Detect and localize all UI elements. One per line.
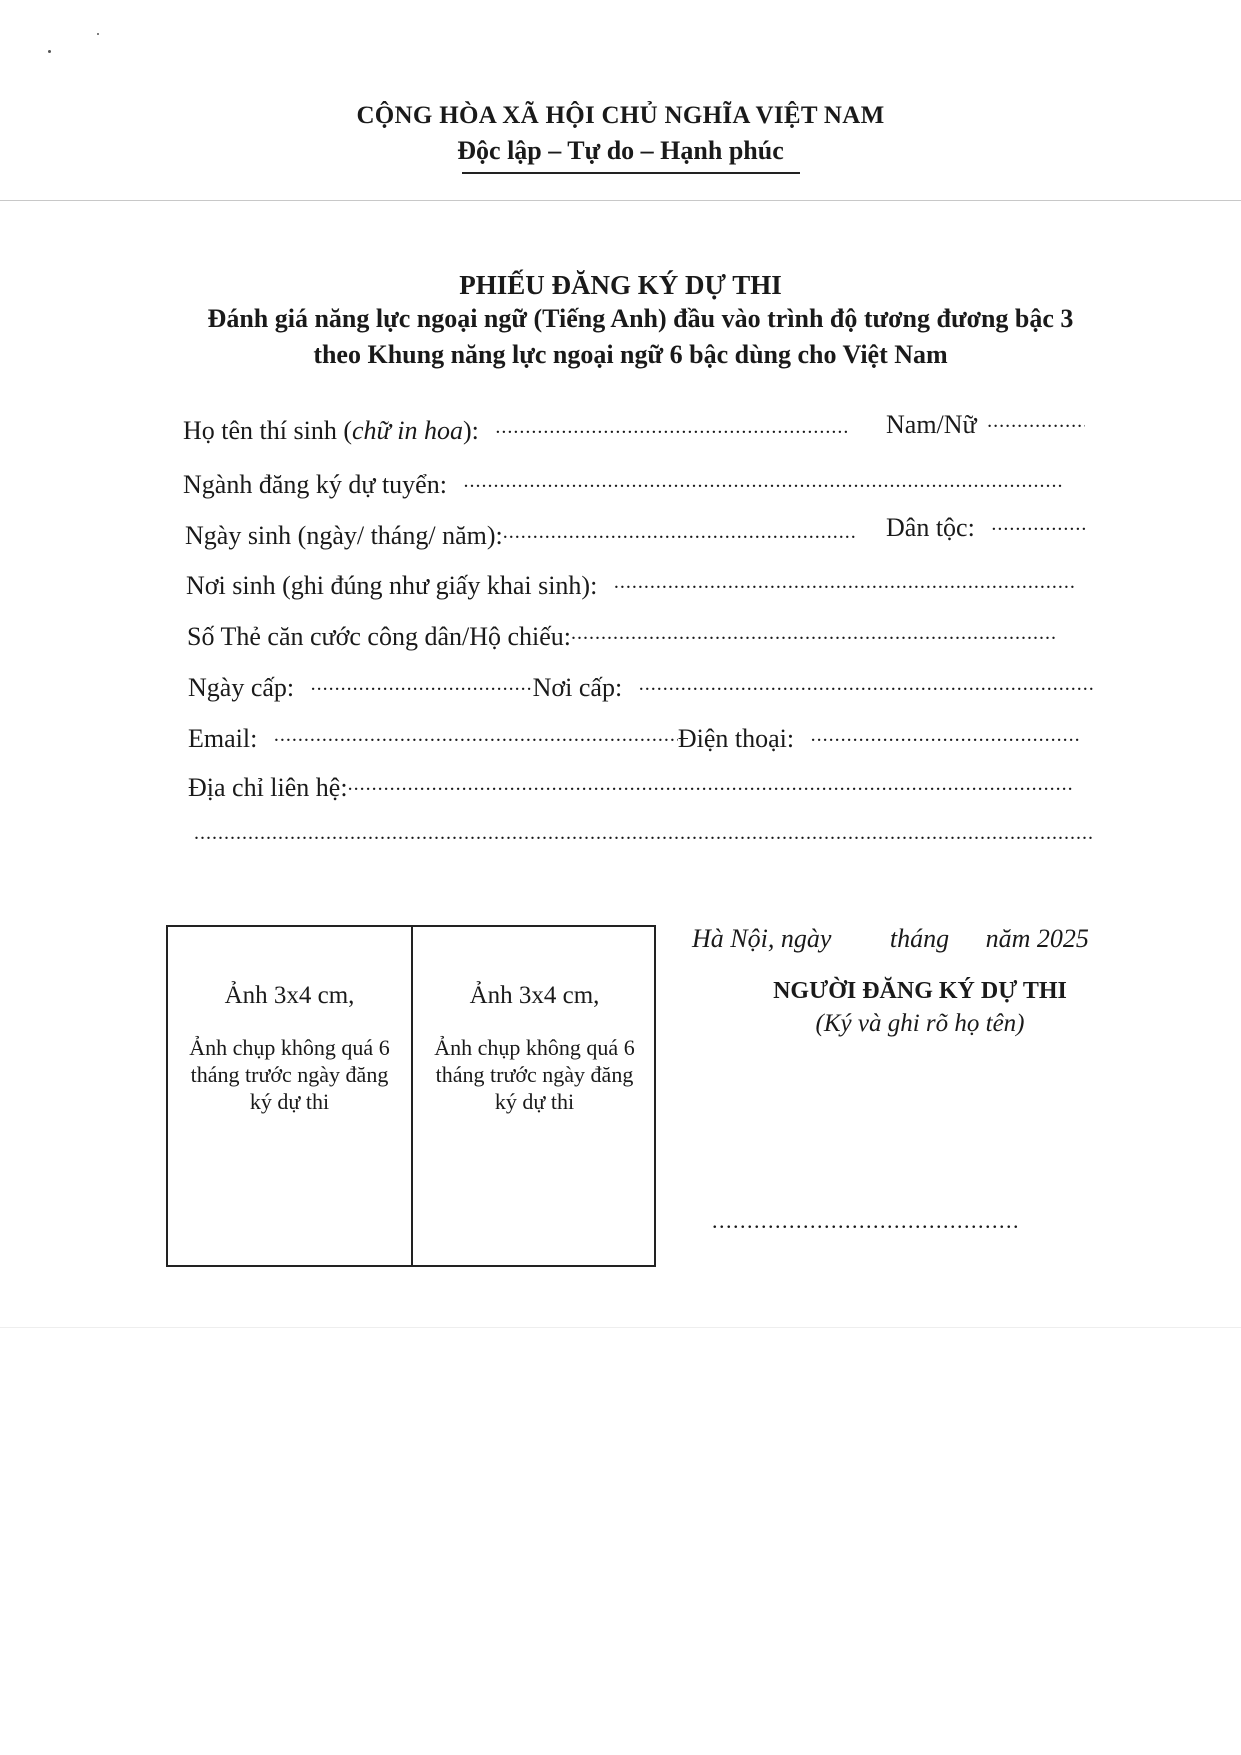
scan-divider	[0, 1327, 1241, 1328]
signature-place-day: Hà Nội, ngày	[692, 924, 832, 953]
birthplace-field[interactable]	[614, 571, 1074, 594]
ethnicity-field[interactable]	[991, 513, 1087, 536]
id-number-label: Số Thẻ căn cước công dân/Hộ chiếu:	[187, 622, 572, 651]
form-subtitle-line-1: Đánh giá năng lực ngoại ngữ (Tiếng Anh) đầu vào trình độ tương đương bậc 3	[207, 304, 1074, 333]
birthplace-label: Nơi sinh (ghi đúng như giấy khai sinh):	[186, 571, 598, 600]
major-field[interactable]	[463, 470, 1063, 493]
id-number-row	[187, 622, 1055, 652]
photo-slot-note: Ảnh chụp không quá 6 tháng trước ngày đăng ký dự thi	[189, 1035, 390, 1114]
motto-header: Độc lập – Tự do – Hạnh phúc	[457, 136, 784, 165]
issue-date-row	[188, 673, 1095, 703]
signer-title: NGƯỜI ĐĂNG KÝ DỰ THI	[773, 978, 1067, 1004]
nation-header: CỘNG HÒA XÃ HỘI CHỦ NGHĨA VIỆT NAM	[356, 102, 885, 129]
form-subtitle-line-2: theo Khung năng lực ngoại ngữ 6 bậc dùng cho Việt Nam	[313, 340, 948, 369]
address-field[interactable]	[348, 773, 1073, 796]
email-field[interactable]	[274, 724, 678, 747]
photo-slot-note: Ảnh chụp không quá 6 tháng trước ngày đăng ký dự thi	[434, 1035, 635, 1114]
full-name-label-end: ):	[462, 416, 479, 445]
form-title: PHIẾU ĐĂNG KÝ DỰ THI	[459, 270, 782, 300]
signature-line[interactable]: ............................................	[712, 1208, 1020, 1233]
phone-field[interactable]	[811, 724, 1081, 747]
photo-slot-1[interactable]	[168, 927, 411, 1265]
address-row	[188, 773, 1073, 803]
email-label: Email:	[188, 724, 258, 753]
scan-speck	[97, 33, 99, 35]
photo-slot-title: Ảnh 3x4 cm,	[469, 982, 600, 1009]
photo-box-group	[166, 925, 656, 1267]
full-name-hint: chữ in hoa	[352, 416, 463, 445]
photo-slot-title: Ảnh 3x4 cm,	[224, 982, 355, 1009]
address-continuation-field[interactable]	[194, 822, 1094, 845]
major-row	[183, 470, 1063, 500]
scan-divider	[0, 200, 1241, 201]
full-name-field[interactable]	[495, 416, 847, 439]
address-continuation-row	[194, 822, 1094, 852]
issue-place-field[interactable]	[639, 673, 1095, 696]
full-name-label: Họ tên thí sinh (	[183, 416, 352, 445]
gender-label: Nam/Nữ	[886, 410, 977, 439]
signature-year: năm 2025	[985, 924, 1089, 953]
major-label: Ngành đăng ký dự tuyển:	[183, 470, 447, 499]
address-label: Địa chỉ liên hệ:	[188, 773, 348, 802]
gender-row	[886, 410, 1085, 440]
issue-place-label: Nơi cấp:	[532, 673, 623, 702]
gender-field[interactable]	[987, 410, 1085, 433]
ethnicity-label: Dân tộc:	[886, 513, 975, 542]
phone-label: Điện thoại:	[677, 724, 795, 753]
signature-month: tháng	[889, 924, 950, 953]
photo-slot-2[interactable]	[413, 927, 656, 1265]
id-number-field[interactable]	[571, 622, 1055, 645]
full-name-row	[183, 416, 847, 446]
dob-row	[185, 521, 855, 551]
email-row	[188, 724, 1081, 754]
motto-underline	[462, 172, 800, 174]
signer-note: (Ký và ghi rõ họ tên)	[815, 1010, 1025, 1037]
issue-date-field[interactable]	[311, 673, 533, 696]
dob-field[interactable]	[503, 521, 855, 544]
ethnicity-row	[886, 513, 1087, 543]
scan-speck	[48, 50, 51, 53]
signature-date-line	[692, 924, 1089, 954]
dob-label: Ngày sinh (ngày/ tháng/ năm):	[185, 521, 503, 550]
birthplace-row	[186, 571, 1074, 601]
issue-date-label: Ngày cấp:	[188, 673, 295, 702]
